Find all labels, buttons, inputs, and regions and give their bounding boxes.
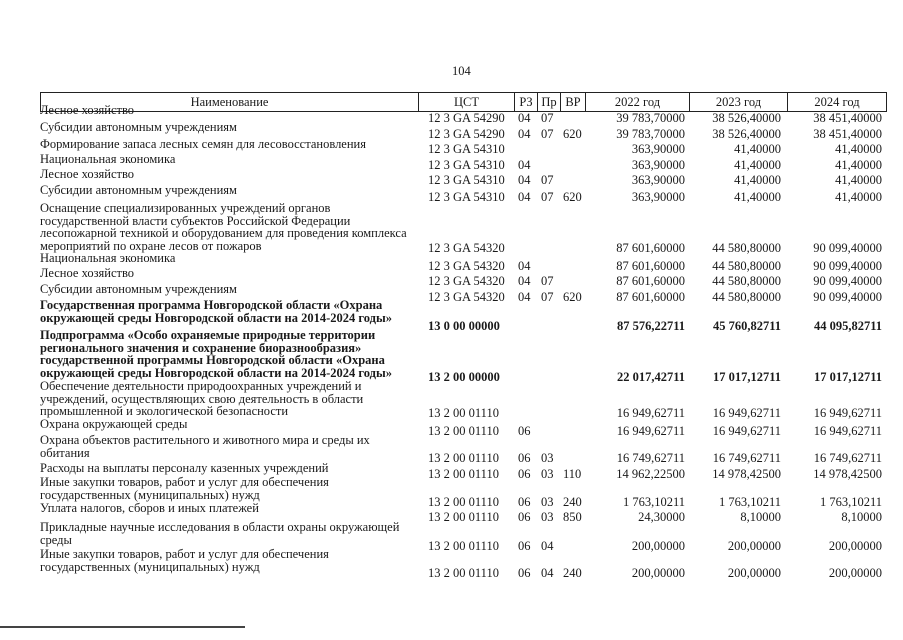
row-2024: 16 949,62711 (813, 406, 882, 420)
row-2022: 1 763,10211 (622, 495, 685, 509)
row-cst: 12 3 GA 54320 (428, 290, 505, 304)
row-name: Оснащение специализированных учреждений органов государственной власти субъектов Российской Федерации лесопожарной техникой и оборудованием для проведения комплекса мероприятий по охране лесов от пожаров (40, 201, 407, 253)
row-cst: 12 3 GA 54310 (428, 190, 505, 204)
row-name: Государственная программа Новгородской области «Охрана окружающей среды Новгородской области на 2014-2024 годы» (40, 298, 392, 325)
row-cst: 12 3 GA 54310 (428, 142, 505, 156)
row-name: Национальная экономика (40, 152, 176, 166)
row-rz: 04 (518, 158, 531, 172)
row-pr: 07 (541, 111, 554, 125)
row-vr: 620 (563, 290, 582, 304)
row-pr: 03 (541, 467, 554, 481)
row-name: Национальная экономика (40, 251, 176, 265)
row-name: Иные закупки товаров, работ и услуг для обеспечения государственных (муниципальных) нужд (40, 547, 329, 574)
row-2022: 87 576,22711 (616, 319, 685, 333)
row-2023: 44 580,80000 (712, 274, 781, 288)
row-2022: 87 601,60000 (616, 259, 685, 273)
row-pr: 07 (541, 173, 554, 187)
row-2022: 363,90000 (631, 173, 685, 187)
row-2024: 41,40000 (835, 158, 882, 172)
row-2024: 38 451,40000 (813, 127, 882, 141)
row-2024: 44 095,82711 (813, 319, 882, 333)
row-2024: 90 099,40000 (813, 290, 882, 304)
row-2023: 17 017,12711 (712, 370, 781, 384)
row-cst: 12 3 GA 54320 (428, 259, 505, 273)
row-name: Иные закупки товаров, работ и услуг для обеспечения государственных (муниципальных) нужд (40, 475, 329, 502)
row-rz: 04 (518, 259, 531, 273)
row-cst: 12 3 GA 54310 (428, 173, 505, 187)
row-name: Охрана объектов растительного и животного мира и среды их обитания (40, 433, 370, 460)
row-cst: 13 2 00 01110 (428, 406, 499, 420)
row-name: Субсидии автономным учреждениям (40, 183, 237, 197)
row-2024: 200,00000 (828, 566, 882, 580)
row-name: Лесное хозяйство (40, 266, 135, 280)
row-rz: 04 (518, 111, 531, 125)
row-pr: 04 (541, 539, 554, 553)
row-cst: 12 3 GA 54320 (428, 274, 505, 288)
row-rz: 06 (518, 467, 531, 481)
row-name: Уплата налогов, сборов и иных платежей (40, 501, 259, 515)
row-pr: 07 (541, 190, 554, 204)
row-pr: 07 (541, 290, 554, 304)
row-2023: 38 526,40000 (712, 111, 781, 125)
row-name: Обеспечение деятельности природоохранных учреждений и учреждений, осуществляющих свою деятельность в области промышленной и экологической безопасности (40, 379, 364, 418)
header-pr: Пр (538, 93, 561, 111)
row-cst: 13 2 00 01110 (428, 539, 499, 553)
row-vr: 240 (563, 495, 582, 509)
row-vr: 620 (563, 190, 582, 204)
row-pr: 03 (541, 451, 554, 465)
row-2024: 41,40000 (835, 173, 882, 187)
row-name: Охрана окружающей среды (40, 417, 188, 431)
row-cst: 13 2 00 01110 (428, 495, 499, 509)
row-2022: 363,90000 (631, 190, 685, 204)
row-pr: 03 (541, 510, 554, 524)
row-rz: 06 (518, 424, 531, 438)
row-2022: 87 601,60000 (616, 241, 685, 255)
row-rz: 04 (518, 190, 531, 204)
row-2023: 200,00000 (727, 566, 781, 580)
row-name: Лесное хозяйство (40, 167, 135, 181)
row-2022: 200,00000 (631, 539, 685, 553)
row-2024: 16 749,62711 (813, 451, 882, 465)
row-2023: 44 580,80000 (712, 290, 781, 304)
header-vr: ВР (561, 93, 586, 111)
row-rz: 06 (518, 495, 531, 509)
row-cst: 13 2 00 01110 (428, 510, 499, 524)
row-cst: 13 2 00 00000 (428, 370, 500, 384)
row-2024: 14 978,42500 (813, 467, 882, 481)
row-cst: 12 3 GA 54320 (428, 241, 505, 255)
header-rz: РЗ (515, 93, 538, 111)
page-number: 104 (452, 64, 471, 78)
row-name: Подпрограмма «Особо охраняемые природные территории регионального значения и сохранение биоразнообразия» государственной программы Новгородской области «Охрана окружающей среды Новгородской области на 2014-2024 годы» (40, 328, 392, 380)
row-rz: 06 (518, 451, 531, 465)
row-2023: 16 749,62711 (712, 451, 781, 465)
header-2024: 2024 год (814, 95, 860, 109)
row-2023: 16 949,62711 (712, 406, 781, 420)
row-2023: 16 949,62711 (712, 424, 781, 438)
row-2024: 1 763,10211 (819, 495, 882, 509)
row-2022: 363,90000 (631, 158, 685, 172)
row-rz: 04 (518, 173, 531, 187)
row-2024: 16 949,62711 (813, 424, 882, 438)
header-2023: 2023 год (690, 93, 788, 111)
row-2023: 1 763,10211 (718, 495, 781, 509)
row-2022: 24,30000 (638, 510, 685, 524)
row-2022: 39 783,70000 (616, 127, 685, 141)
row-2023: 8,10000 (740, 510, 781, 524)
row-rz: 04 (518, 127, 531, 141)
row-cst: 13 2 00 01110 (428, 467, 499, 481)
row-cst: 12 3 GA 54290 (428, 111, 505, 125)
row-2023: 44 580,80000 (712, 241, 781, 255)
row-2024: 90 099,40000 (813, 274, 882, 288)
footer-rule (0, 626, 245, 628)
row-cst: 13 2 00 01110 (428, 566, 499, 580)
row-vr: 620 (563, 127, 582, 141)
row-2022: 14 962,22500 (616, 467, 685, 481)
row-2024: 38 451,40000 (813, 111, 882, 125)
row-cst: 12 3 GA 54310 (428, 158, 505, 172)
row-cst: 13 2 00 01110 (428, 451, 499, 465)
row-2024: 41,40000 (835, 190, 882, 204)
row-2022: 87 601,60000 (616, 274, 685, 288)
row-name: Расходы на выплаты персоналу казенных учреждений (40, 461, 329, 475)
row-2022: 16 749,62711 (616, 451, 685, 465)
row-cst: 13 2 00 01110 (428, 424, 499, 438)
row-2023: 44 580,80000 (712, 259, 781, 273)
header-2022: 2022 год (586, 93, 690, 111)
row-2024: 41,40000 (835, 142, 882, 156)
row-2022: 16 949,62711 (616, 406, 685, 420)
row-2024: 17 017,12711 (813, 370, 882, 384)
row-2024: 200,00000 (828, 539, 882, 553)
row-rz: 04 (518, 274, 531, 288)
row-cst: 12 3 GA 54290 (428, 127, 505, 141)
row-2023: 41,40000 (734, 190, 781, 204)
row-2022: 39 783,70000 (616, 111, 685, 125)
row-2022: 22 017,42711 (616, 370, 685, 384)
row-2023: 41,40000 (734, 158, 781, 172)
row-pr: 07 (541, 127, 554, 141)
row-name: Формирование запаса лесных семян для лесовосстановления (40, 137, 366, 151)
row-2024: 8,10000 (841, 510, 882, 524)
row-name: Лесное хозяйство (40, 103, 135, 117)
row-2023: 41,40000 (734, 173, 781, 187)
row-2024: 90 099,40000 (813, 241, 882, 255)
row-2023: 38 526,40000 (712, 127, 781, 141)
row-2022: 363,90000 (631, 142, 685, 156)
header-cst: ЦСТ (419, 93, 515, 111)
row-2023: 41,40000 (734, 142, 781, 156)
row-pr: 03 (541, 495, 554, 509)
row-2022: 87 601,60000 (616, 290, 685, 304)
row-2024: 90 099,40000 (813, 259, 882, 273)
row-2022: 16 949,62711 (616, 424, 685, 438)
row-vr: 110 (563, 467, 582, 481)
row-vr: 240 (563, 566, 582, 580)
row-rz: 04 (518, 290, 531, 304)
row-2022: 200,00000 (631, 566, 685, 580)
row-cst: 13 0 00 00000 (428, 319, 500, 333)
row-2023: 45 760,82711 (712, 319, 781, 333)
row-name: Прикладные научные исследования в области охраны окружающей среды (40, 520, 400, 547)
row-2023: 200,00000 (727, 539, 781, 553)
header-name: Наименование (41, 93, 419, 111)
row-2023: 14 978,42500 (712, 467, 781, 481)
row-rz: 06 (518, 566, 531, 580)
row-vr: 850 (563, 510, 582, 524)
row-pr: 04 (541, 566, 554, 580)
row-pr: 07 (541, 274, 554, 288)
row-name: Субсидии автономным учреждениям (40, 282, 237, 296)
row-rz: 06 (518, 510, 531, 524)
row-rz: 06 (518, 539, 531, 553)
row-name: Субсидии автономным учреждениям (40, 120, 237, 134)
